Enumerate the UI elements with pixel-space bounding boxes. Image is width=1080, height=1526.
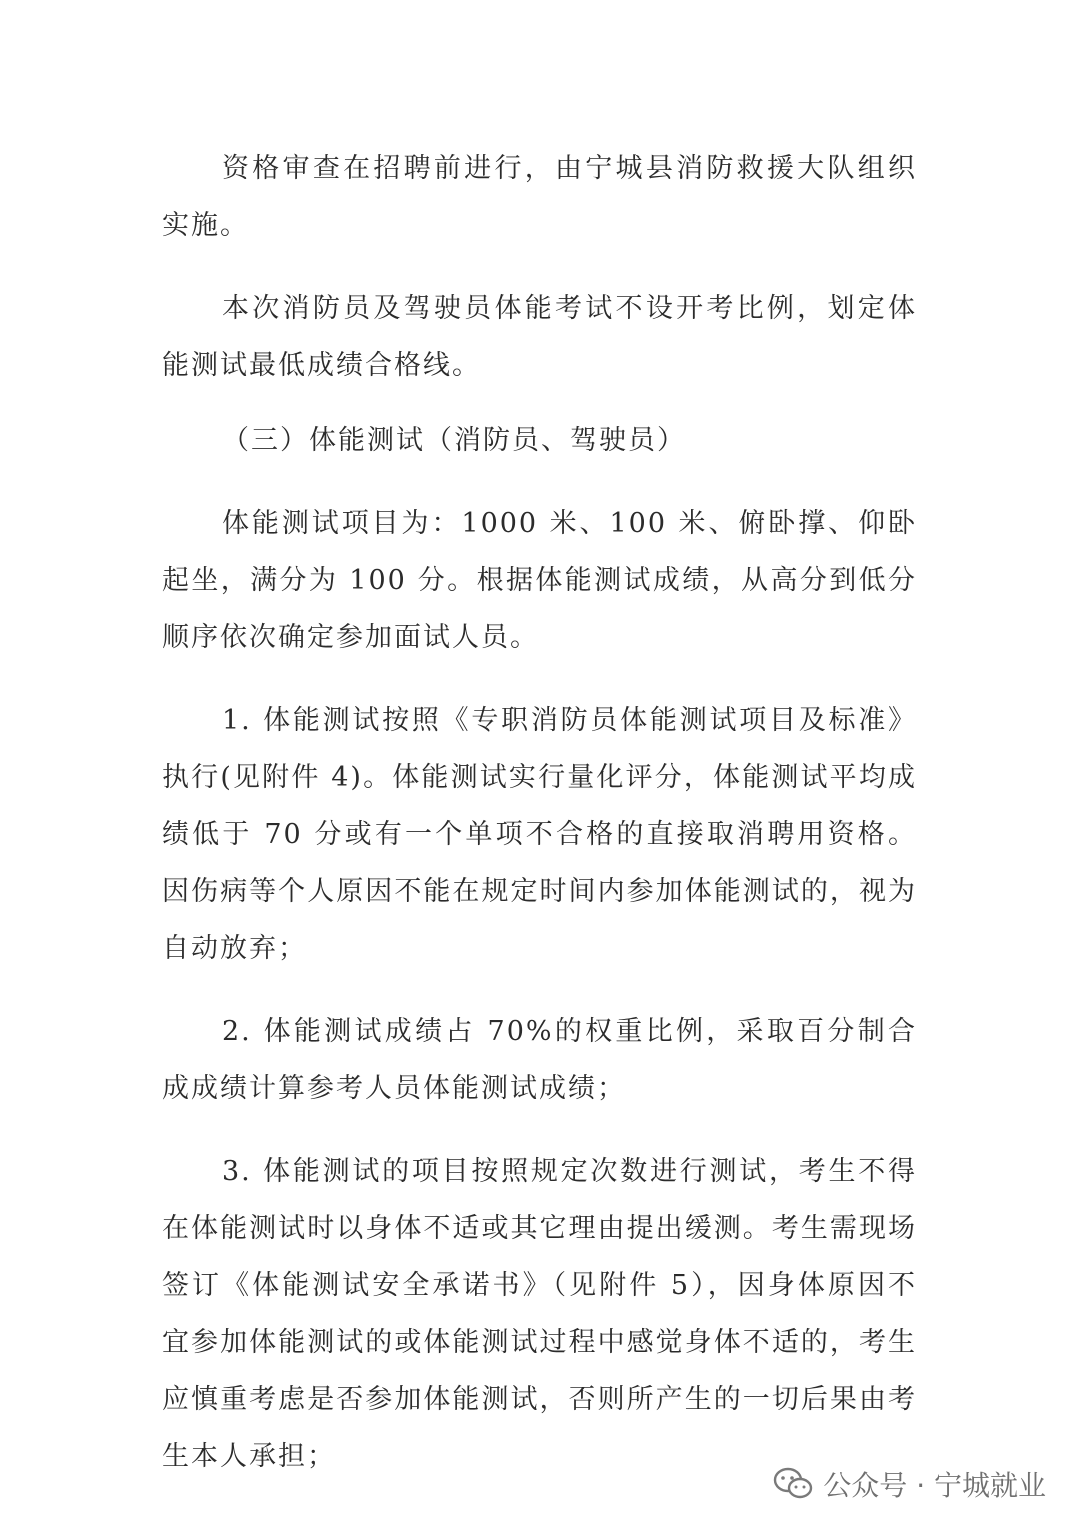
watermark-text: 公众号 · 宁城就业: [823, 1469, 1046, 1502]
section-heading-physical-test: （三）体能测试（消防员、驾驶员）: [222, 425, 686, 456]
paragraph-test-items: 体能测试项目为：1000 米、100 米、俯卧撑、仰卧起坐，满分为 100 分。根据体能测试成绩，从高分到低分顺序依次确定参加面试人员。: [162, 508, 917, 653]
paragraph-qualification-review: 资格审查在招聘前进行，由宁城县消防救援大队组织实施。: [162, 153, 917, 241]
paragraph-rule-3: 3. 体能测试的项目按照规定次数进行测试，考生不得在体能测试时以身体不适或其它理由提出缓测。考生需现场签订《体能测试安全承诺书》（见附件 5），因身体原因不宜参加体能测试的或体能测试过程中感觉身体不适的，考生应慎重考虑是否参加体能测试，否则所产生的一切后果由考生本人承担；: [162, 1156, 917, 1472]
paragraph-exam-ratio: 本次消防员及驾驶员体能考试不设开考比例，划定体能测试最低成绩合格线。: [162, 293, 917, 381]
watermark: [773, 1464, 1046, 1504]
paragraph-rule-2: 2. 体能测试成绩占 70%的权重比例，采取百分制合成成绩计算参考人员体能测试成绩；: [162, 1016, 917, 1104]
paragraph-rule-1: 1. 体能测试按照《专职消防员体能测试项目及标准》执行(见附件 4)。体能测试实行量化评分，体能测试平均成绩低于 70 分或有一个单项不合格的直接取消聘用资格。因伤病等个人原因不能在规定时间内参加体能测试的，视为自动放弃；: [162, 705, 917, 964]
wechat-icon: [773, 1467, 813, 1501]
document-body: [162, 140, 917, 1511]
